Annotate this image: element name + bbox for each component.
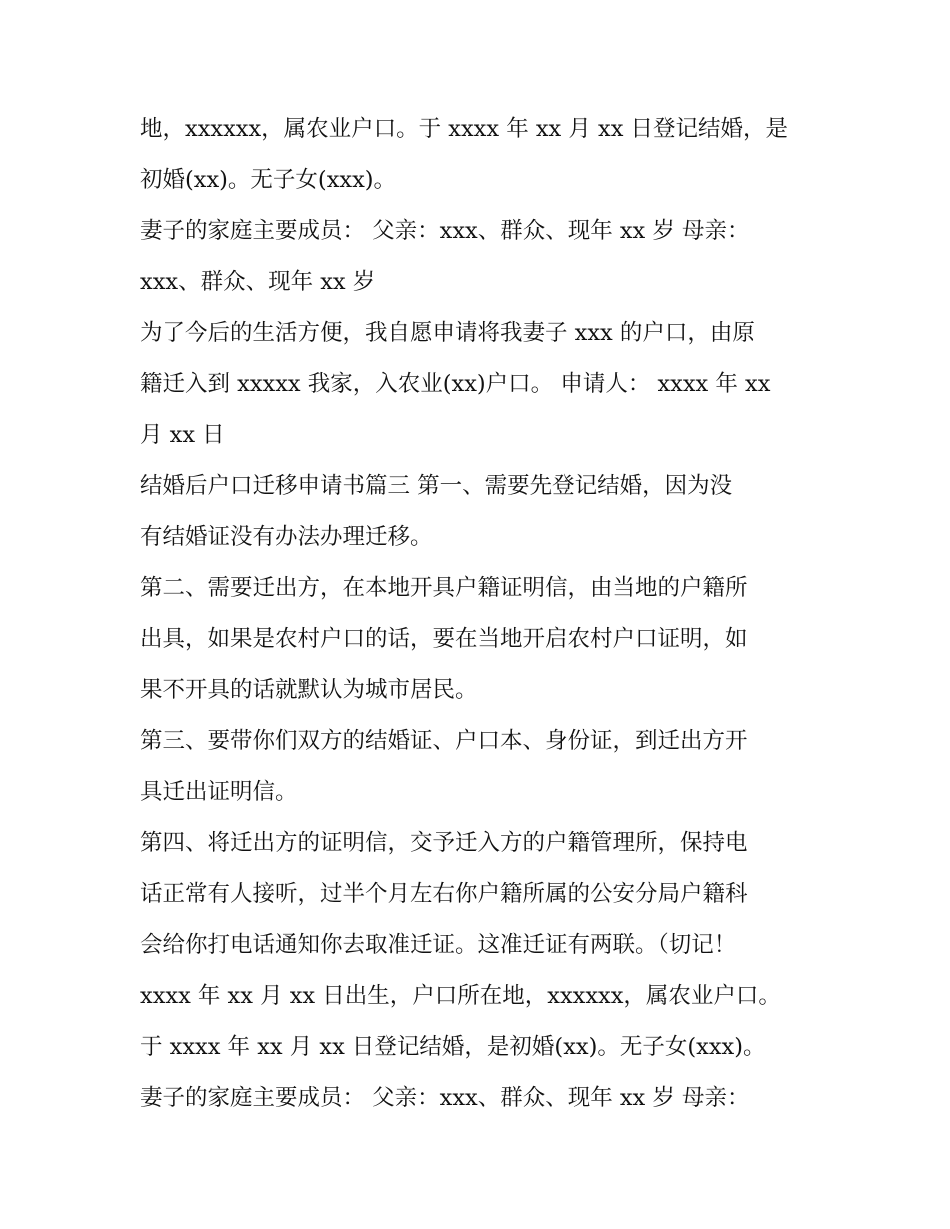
text-line: 具迁出证明信。: [140, 779, 298, 805]
text-line: 结婚后户口迁移申请书篇三 第一、需要先登记结婚，因为没: [140, 473, 733, 499]
text-line: 出具，如果是农村户口的话，要在当地开启农村户口证明，如: [140, 626, 748, 652]
text-line: 有结婚证没有办法办理迁移。: [140, 524, 433, 550]
text-line: 果不开具的话就默认为城市居民。: [140, 677, 478, 703]
text-line: xxx、群众、现年 xx 岁: [140, 269, 376, 295]
text-line: 话正常有人接听，过半个月左右你户籍所属的公安分局户籍科: [140, 881, 748, 907]
text-line: 籍迁入到 xxxxx 我家，入农业(xx)户口。 申请人： xxxx 年 xx: [140, 371, 771, 397]
text-line: 于 xxxx 年 xx 月 xx 日登记结婚，是初婚(xx)。无子女(xxx)。: [140, 1034, 766, 1060]
text-line: 第三、要带你们双方的结婚证、户口本、身份证，到迁出方开: [140, 728, 748, 754]
text-line: 第四、将迁出方的证明信，交予迁入方的户籍管理所，保持电: [140, 830, 748, 856]
text-line: 为了今后的生活方便，我自愿申请将我妻子 xxx 的户口，由原: [140, 320, 755, 346]
text-line: xxxx 年 xx 月 xx 日出生，户口所在地，xxxxxx，属农业户口。: [140, 983, 781, 1009]
text-line: 月 xx 日: [140, 422, 225, 448]
text-line: 第二、需要迁出方，在本地开具户籍证明信，由当地的户籍所: [140, 575, 748, 601]
text-line: 会给你打电话通知你去取准迁证。这准迁证有两联。（切记！: [140, 932, 737, 958]
text-line: 妻子的家庭主要成员： 父亲：xxx、群众、现年 xx 岁 母亲：: [140, 1085, 750, 1111]
text-line: 妻子的家庭主要成员： 父亲：xxx、群众、现年 xx 岁 母亲：: [140, 218, 750, 244]
text-line: 初婚(xx)。无子女(xxx)。: [140, 167, 397, 193]
document-body: [140, 104, 815, 1124]
text-line: 地，xxxxxx，属农业户口。于 xxxx 年 xx 月 xx 日登记结婚，是: [140, 116, 789, 142]
